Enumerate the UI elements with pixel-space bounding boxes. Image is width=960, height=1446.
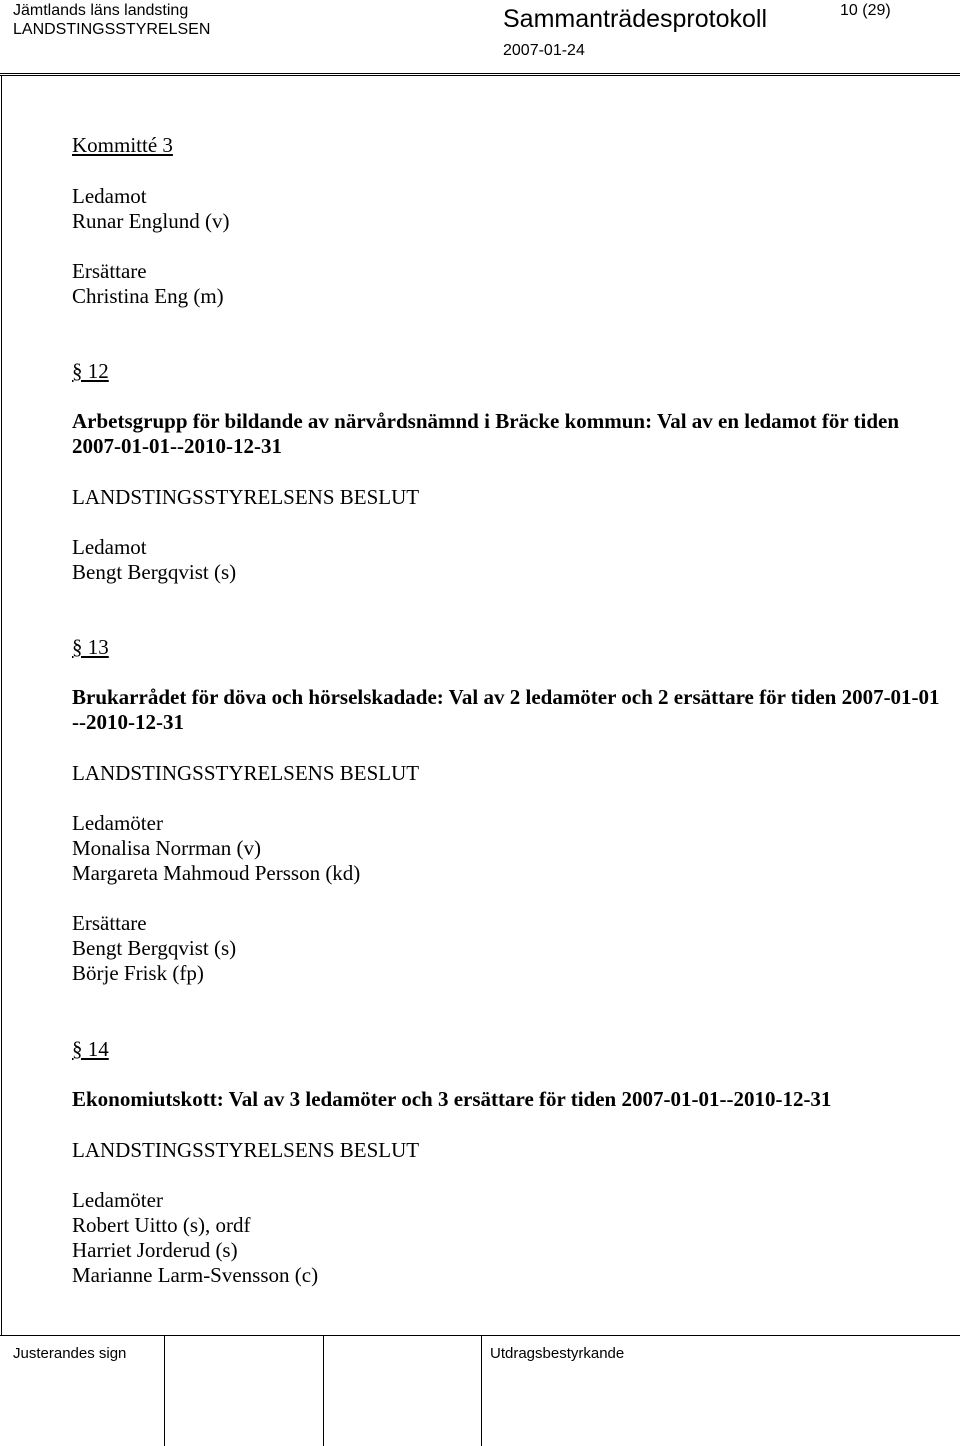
member-name: Margareta Mahmoud Persson (kd) [72, 861, 361, 885]
role-label: Ledamöter [72, 811, 163, 835]
header-rule [0, 73, 960, 74]
signature-cell [164, 1336, 324, 1446]
signature-cell [323, 1336, 482, 1446]
paragraph-number: § 12 [72, 359, 109, 383]
section-title: Ekonomiutskott: Val av 3 ledamöter och 3 ersättare för tiden 2007-01-01--2010-12-31 [72, 1087, 832, 1111]
section-title: Arbetsgrupp för bildande av närvårdsnämnd i Bräcke kommun: Val av en ledamot för tiden [72, 409, 900, 433]
justerandes-sign-label: Justerandes sign [13, 1345, 127, 1362]
committee-heading: Kommitté 3 [72, 133, 173, 157]
decision-heading: LANDSTINGSSTYRELSENS BESLUT [72, 1138, 420, 1162]
section-title: Brukarrådet för döva och hörselskadade: Val av 2 ledamöter och 2 ersättare för tiden 2007-01-01 [72, 685, 940, 709]
member-name: Runar Englund (v) [72, 209, 230, 233]
member-name: Bengt Bergqvist (s) [72, 936, 237, 960]
member-name: Robert Uitto (s), ordf [72, 1213, 251, 1237]
left-margin-rule [1, 75, 2, 1335]
member-name: Christina Eng (m) [72, 284, 224, 308]
section-title-cont: 2007-01-01--2010-12-31 [72, 434, 282, 458]
decision-heading: LANDSTINGSSTYRELSENS BESLUT [72, 485, 420, 509]
header-rule-secondary [0, 75, 960, 76]
member-name: Monalisa Norrman (v) [72, 836, 261, 860]
decision-heading: LANDSTINGSSTYRELSENS BESLUT [72, 761, 420, 785]
section-title-cont: --2010-12-31 [72, 710, 184, 734]
role-label: Ledamöter [72, 1188, 163, 1212]
board-name: LANDSTINGSSTYRELSEN [13, 21, 211, 38]
paragraph-number: § 13 [72, 635, 109, 659]
meeting-date: 2007-01-24 [503, 42, 585, 59]
member-name: Bengt Bergqvist (s) [72, 560, 237, 584]
utdragsbestyrkande-label: Utdragsbestyrkande [490, 1345, 625, 1362]
member-name: Börje Frisk (fp) [72, 961, 204, 985]
role-label: Ledamot [72, 535, 147, 559]
page-number: 10 (29) [840, 2, 891, 19]
role-label: Ersättare [72, 259, 147, 283]
member-name: Harriet Jorderud (s) [72, 1238, 238, 1262]
organization-name: Jämtlands läns landsting [13, 2, 189, 19]
paragraph-number: § 14 [72, 1037, 109, 1061]
member-name: Marianne Larm-Svensson (c) [72, 1263, 319, 1287]
role-label: Ledamot [72, 184, 147, 208]
signature-footer [0, 1335, 960, 1446]
role-label: Ersättare [72, 911, 147, 935]
document-title: Sammanträdesprotokoll [503, 5, 768, 33]
